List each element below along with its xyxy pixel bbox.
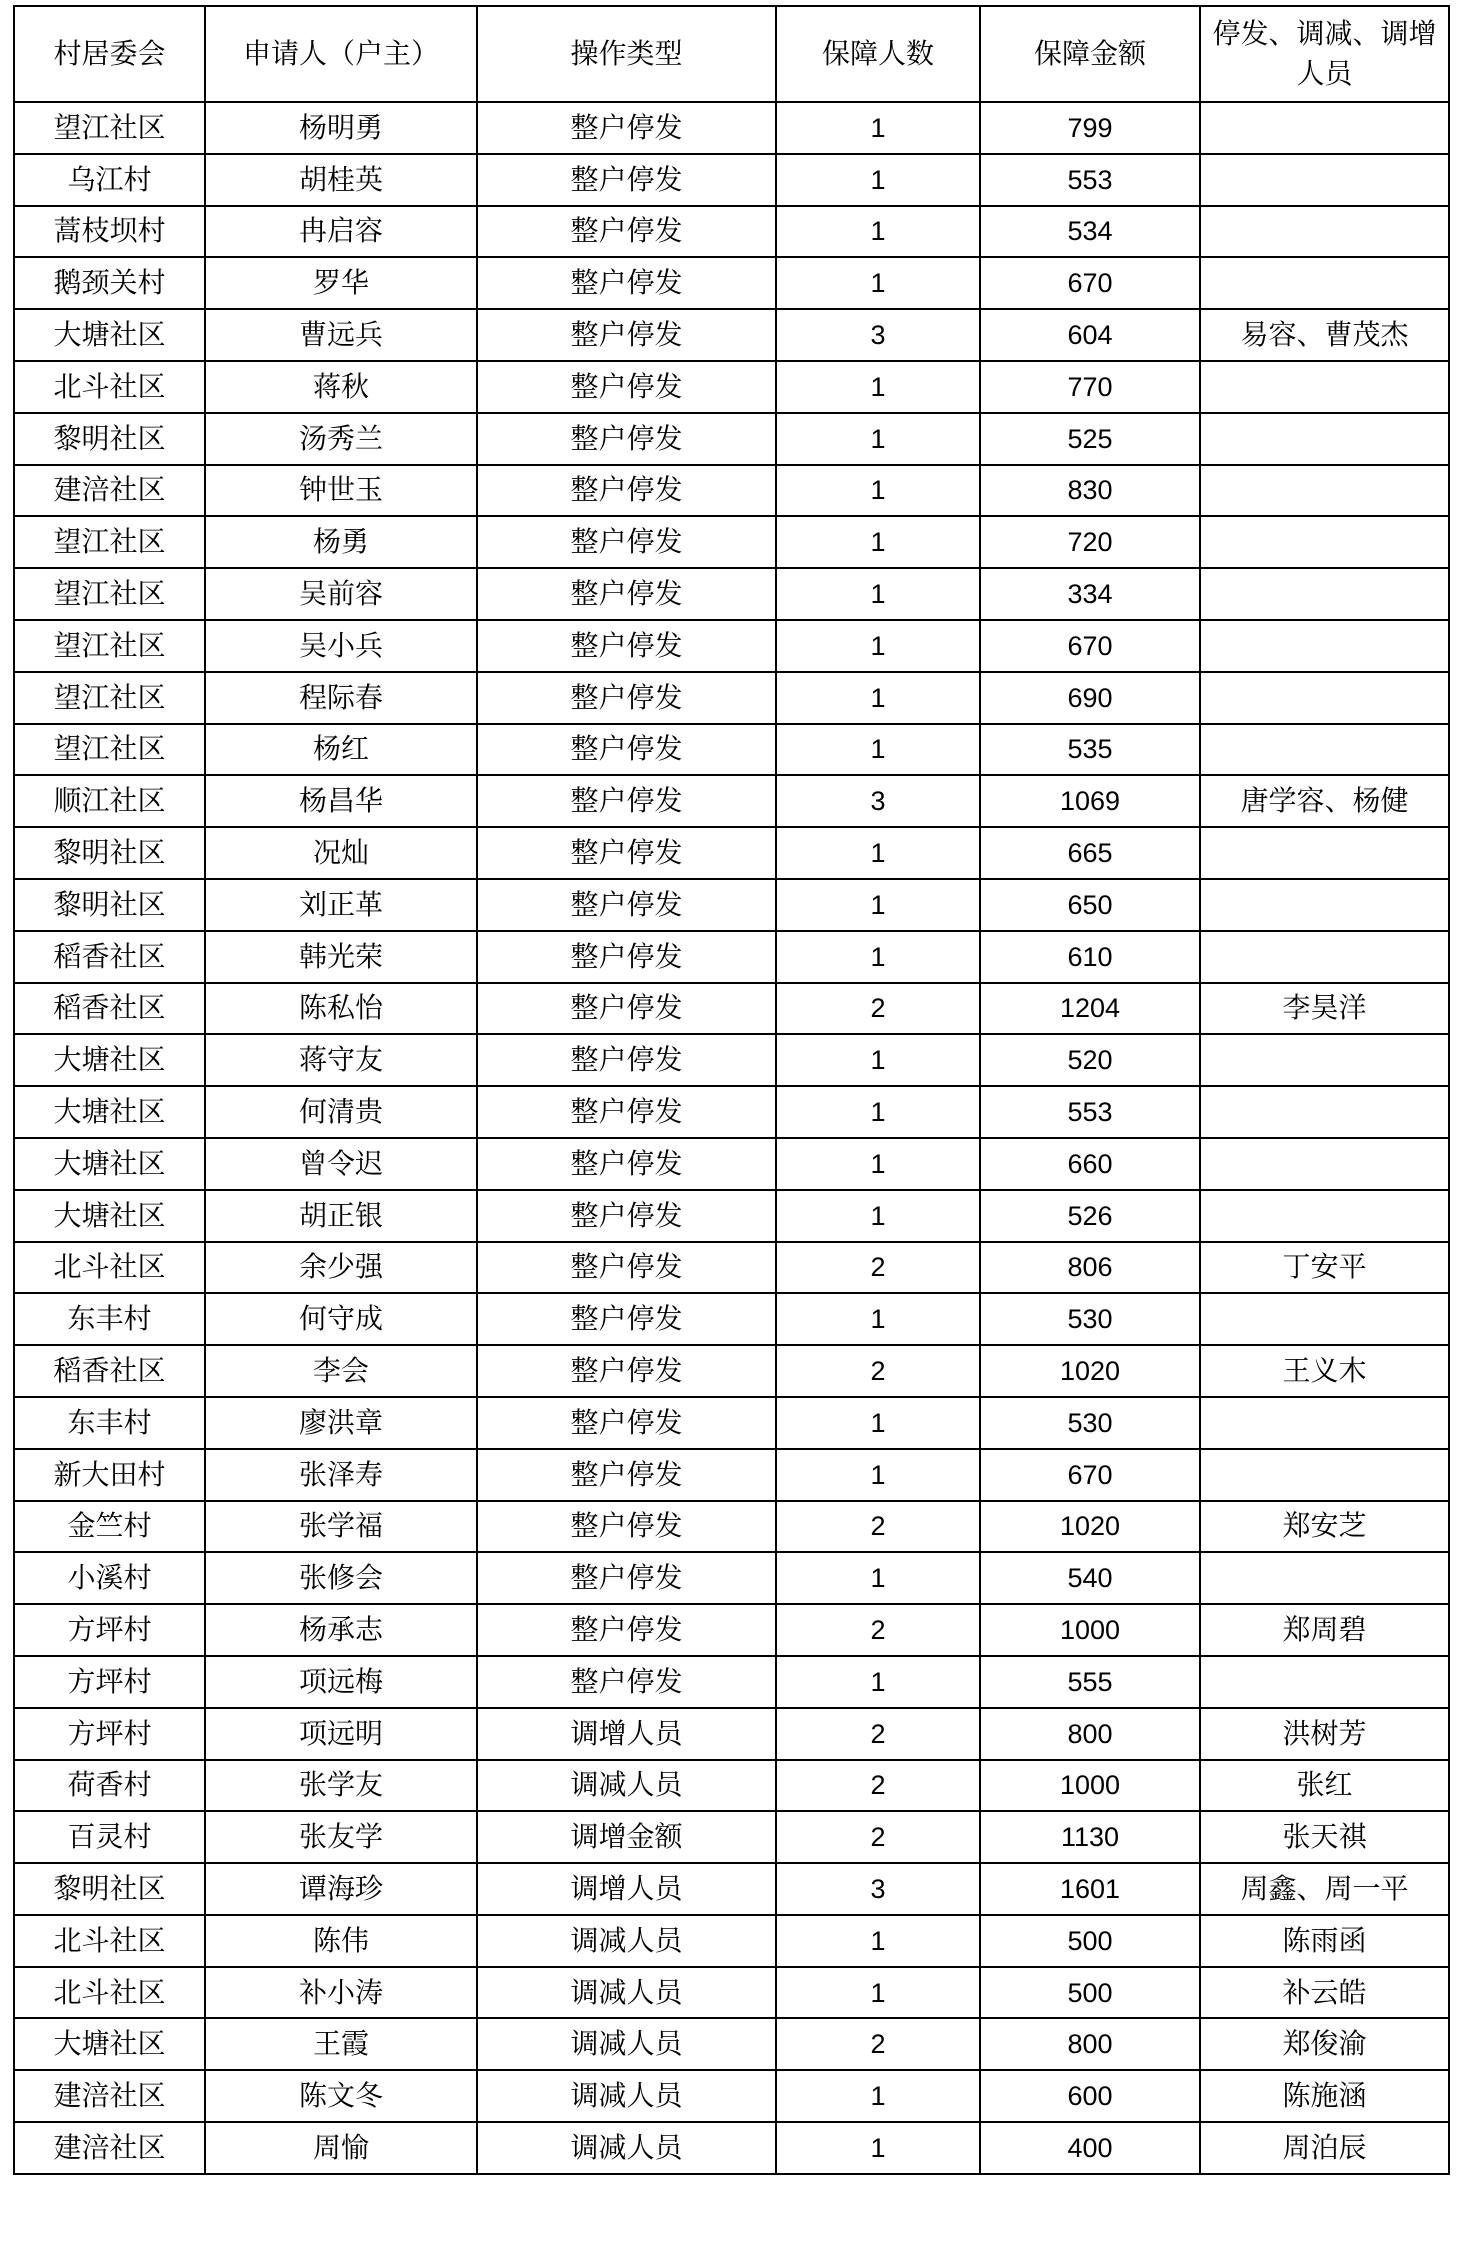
- cell-amount: 1000: [980, 1760, 1200, 1812]
- table-row: [14, 309, 1449, 361]
- cell-operation-type: 整户停发: [477, 102, 776, 154]
- cell-amount: 604: [980, 309, 1200, 361]
- table-row: [14, 2018, 1449, 2070]
- cell-operation-type: 调减人员: [477, 2122, 776, 2174]
- cell-amount: 1601: [980, 1863, 1200, 1915]
- cell-affected-persons: 易容、曹茂杰: [1200, 309, 1449, 361]
- cell-operation-type: 整户停发: [477, 879, 776, 931]
- cell-amount: 720: [980, 516, 1200, 568]
- cell-covered-persons: 1: [776, 879, 980, 931]
- cell-affected-persons: [1200, 257, 1449, 309]
- table-row: [14, 879, 1449, 931]
- cell-village-committee: 东丰村: [14, 1293, 205, 1345]
- cell-affected-persons: [1200, 724, 1449, 776]
- cell-operation-type: 调减人员: [477, 1967, 776, 2019]
- cell-covered-persons: 1: [776, 1190, 980, 1242]
- table-row: [14, 620, 1449, 672]
- cell-operation-type: 整户停发: [477, 465, 776, 517]
- cell-applicant: 陈文冬: [205, 2070, 477, 2122]
- cell-village-committee: 建涪社区: [14, 465, 205, 517]
- cell-applicant: 张学福: [205, 1501, 477, 1553]
- cell-village-committee: 东丰村: [14, 1397, 205, 1449]
- cell-applicant: 张友学: [205, 1811, 477, 1863]
- cell-village-committee: 北斗社区: [14, 1242, 205, 1294]
- table-row: [14, 465, 1449, 517]
- cell-applicant: 张泽寿: [205, 1449, 477, 1501]
- cell-amount: 530: [980, 1397, 1200, 1449]
- cell-village-committee: 荷香村: [14, 1760, 205, 1812]
- assistance-table: [13, 5, 1450, 2175]
- cell-affected-persons: 郑安芝: [1200, 1501, 1449, 1553]
- cell-operation-type: 整户停发: [477, 1034, 776, 1086]
- cell-amount: 799: [980, 102, 1200, 154]
- cell-amount: 1204: [980, 983, 1200, 1035]
- table-row: [14, 672, 1449, 724]
- cell-operation-type: 整户停发: [477, 206, 776, 258]
- cell-amount: 540: [980, 1552, 1200, 1604]
- cell-covered-persons: 1: [776, 154, 980, 206]
- cell-operation-type: 整户停发: [477, 620, 776, 672]
- cell-village-committee: 方坪村: [14, 1656, 205, 1708]
- cell-affected-persons: 王义木: [1200, 1345, 1449, 1397]
- cell-amount: 800: [980, 2018, 1200, 2070]
- table-row: [14, 361, 1449, 413]
- cell-operation-type: 整户停发: [477, 931, 776, 983]
- cell-covered-persons: 1: [776, 1397, 980, 1449]
- cell-covered-persons: 1: [776, 568, 980, 620]
- cell-applicant: 余少强: [205, 1242, 477, 1294]
- cell-covered-persons: 2: [776, 1242, 980, 1294]
- cell-applicant: 周愉: [205, 2122, 477, 2174]
- cell-applicant: 曹远兵: [205, 309, 477, 361]
- cell-applicant: 罗华: [205, 257, 477, 309]
- cell-amount: 610: [980, 931, 1200, 983]
- cell-amount: 1069: [980, 775, 1200, 827]
- cell-covered-persons: 1: [776, 931, 980, 983]
- cell-amount: 520: [980, 1034, 1200, 1086]
- cell-affected-persons: [1200, 827, 1449, 879]
- cell-operation-type: 整户停发: [477, 1345, 776, 1397]
- cell-covered-persons: 1: [776, 1915, 980, 1967]
- cell-applicant: 何清贵: [205, 1086, 477, 1138]
- cell-applicant: 王霞: [205, 2018, 477, 2070]
- cell-affected-persons: 张红: [1200, 1760, 1449, 1812]
- cell-affected-persons: 郑俊渝: [1200, 2018, 1449, 2070]
- cell-operation-type: 整户停发: [477, 1138, 776, 1190]
- cell-amount: 670: [980, 257, 1200, 309]
- cell-applicant: 补小涛: [205, 1967, 477, 2019]
- cell-affected-persons: [1200, 1552, 1449, 1604]
- cell-affected-persons: [1200, 1656, 1449, 1708]
- cell-village-committee: 北斗社区: [14, 1915, 205, 1967]
- cell-affected-persons: [1200, 879, 1449, 931]
- cell-village-committee: 稻香社区: [14, 1345, 205, 1397]
- cell-affected-persons: [1200, 568, 1449, 620]
- cell-applicant: 蒋守友: [205, 1034, 477, 1086]
- cell-affected-persons: [1200, 154, 1449, 206]
- cell-amount: 650: [980, 879, 1200, 931]
- cell-operation-type: 调减人员: [477, 2018, 776, 2070]
- cell-village-committee: 望江社区: [14, 620, 205, 672]
- cell-amount: 1000: [980, 1604, 1200, 1656]
- cell-covered-persons: 2: [776, 1811, 980, 1863]
- cell-covered-persons: 3: [776, 775, 980, 827]
- cell-operation-type: 整户停发: [477, 516, 776, 568]
- cell-affected-persons: 补云皓: [1200, 1967, 1449, 2019]
- table-row: [14, 1604, 1449, 1656]
- cell-amount: 660: [980, 1138, 1200, 1190]
- cell-affected-persons: [1200, 1086, 1449, 1138]
- cell-amount: 553: [980, 154, 1200, 206]
- cell-operation-type: 整户停发: [477, 413, 776, 465]
- cell-affected-persons: [1200, 1138, 1449, 1190]
- table-row: [14, 1656, 1449, 1708]
- cell-village-committee: 百灵村: [14, 1811, 205, 1863]
- cell-operation-type: 整户停发: [477, 1604, 776, 1656]
- table-row: [14, 1708, 1449, 1760]
- cell-operation-type: 整户停发: [477, 257, 776, 309]
- table-row: [14, 1449, 1449, 1501]
- cell-village-committee: 黎明社区: [14, 413, 205, 465]
- cell-village-committee: 大塘社区: [14, 1034, 205, 1086]
- cell-amount: 670: [980, 1449, 1200, 1501]
- cell-amount: 1130: [980, 1811, 1200, 1863]
- cell-covered-persons: 1: [776, 672, 980, 724]
- cell-village-committee: 望江社区: [14, 102, 205, 154]
- cell-amount: 806: [980, 1242, 1200, 1294]
- cell-village-committee: 北斗社区: [14, 361, 205, 413]
- cell-covered-persons: 1: [776, 413, 980, 465]
- cell-village-committee: 望江社区: [14, 724, 205, 776]
- table-row: [14, 1190, 1449, 1242]
- table-row: [14, 724, 1449, 776]
- cell-affected-persons: [1200, 620, 1449, 672]
- cell-affected-persons: [1200, 516, 1449, 568]
- cell-operation-type: 整户停发: [477, 154, 776, 206]
- table-row: [14, 1760, 1449, 1812]
- table-row: [14, 1863, 1449, 1915]
- cell-covered-persons: 3: [776, 309, 980, 361]
- cell-covered-persons: 2: [776, 1501, 980, 1553]
- cell-amount: 534: [980, 206, 1200, 258]
- cell-affected-persons: [1200, 1449, 1449, 1501]
- cell-amount: 770: [980, 361, 1200, 413]
- cell-applicant: 项远梅: [205, 1656, 477, 1708]
- cell-affected-persons: 陈雨函: [1200, 1915, 1449, 1967]
- cell-applicant: 曾令迟: [205, 1138, 477, 1190]
- cell-operation-type: 整户停发: [477, 1449, 776, 1501]
- cell-village-committee: 大塘社区: [14, 1086, 205, 1138]
- table-row: [14, 775, 1449, 827]
- cell-covered-persons: 1: [776, 620, 980, 672]
- table-row: [14, 1967, 1449, 2019]
- table-row: [14, 102, 1449, 154]
- table-row: [14, 1242, 1449, 1294]
- cell-village-committee: 稻香社区: [14, 983, 205, 1035]
- cell-operation-type: 整户停发: [477, 827, 776, 879]
- cell-affected-persons: 唐学容、杨健: [1200, 775, 1449, 827]
- cell-village-committee: 鹅颈关村: [14, 257, 205, 309]
- cell-village-committee: 小溪村: [14, 1552, 205, 1604]
- cell-village-committee: 望江社区: [14, 568, 205, 620]
- cell-village-committee: 新大田村: [14, 1449, 205, 1501]
- cell-village-committee: 黎明社区: [14, 827, 205, 879]
- table-row: [14, 257, 1449, 309]
- table-row: [14, 1915, 1449, 1967]
- table-row: [14, 1501, 1449, 1553]
- table-row: [14, 1552, 1449, 1604]
- cell-affected-persons: [1200, 1293, 1449, 1345]
- cell-applicant: 刘正革: [205, 879, 477, 931]
- cell-covered-persons: 1: [776, 1552, 980, 1604]
- cell-covered-persons: 2: [776, 983, 980, 1035]
- cell-operation-type: 整户停发: [477, 1086, 776, 1138]
- cell-covered-persons: 1: [776, 1086, 980, 1138]
- cell-applicant: 吴小兵: [205, 620, 477, 672]
- cell-operation-type: 整户停发: [477, 1552, 776, 1604]
- cell-operation-type: 调减人员: [477, 1915, 776, 1967]
- cell-operation-type: 调增人员: [477, 1708, 776, 1760]
- cell-operation-type: 整户停发: [477, 1293, 776, 1345]
- table-row: [14, 2070, 1449, 2122]
- cell-applicant: 陈伟: [205, 1915, 477, 1967]
- cell-amount: 526: [980, 1190, 1200, 1242]
- cell-affected-persons: [1200, 102, 1449, 154]
- cell-operation-type: 整户停发: [477, 983, 776, 1035]
- cell-applicant: 项远明: [205, 1708, 477, 1760]
- cell-applicant: 况灿: [205, 827, 477, 879]
- cell-affected-persons: [1200, 1034, 1449, 1086]
- header-village-committee: 村居委会: [14, 6, 205, 102]
- cell-covered-persons: 1: [776, 2070, 980, 2122]
- cell-covered-persons: 2: [776, 1604, 980, 1656]
- cell-village-committee: 顺江社区: [14, 775, 205, 827]
- table-row: [14, 1811, 1449, 1863]
- cell-covered-persons: 1: [776, 257, 980, 309]
- cell-applicant: 张修会: [205, 1552, 477, 1604]
- cell-village-committee: 建涪社区: [14, 2070, 205, 2122]
- cell-amount: 400: [980, 2122, 1200, 2174]
- cell-covered-persons: 1: [776, 1034, 980, 1086]
- cell-amount: 600: [980, 2070, 1200, 2122]
- cell-affected-persons: [1200, 465, 1449, 517]
- cell-applicant: 李会: [205, 1345, 477, 1397]
- cell-operation-type: 调减人员: [477, 2070, 776, 2122]
- cell-amount: 530: [980, 1293, 1200, 1345]
- cell-applicant: 冉启容: [205, 206, 477, 258]
- cell-applicant: 程际春: [205, 672, 477, 724]
- cell-applicant: 汤秀兰: [205, 413, 477, 465]
- cell-amount: 553: [980, 1086, 1200, 1138]
- table-row: [14, 827, 1449, 879]
- cell-operation-type: 调增金额: [477, 1811, 776, 1863]
- table-row: [14, 1086, 1449, 1138]
- cell-applicant: 谭海珍: [205, 1863, 477, 1915]
- table-row: [14, 931, 1449, 983]
- cell-operation-type: 整户停发: [477, 568, 776, 620]
- cell-amount: 334: [980, 568, 1200, 620]
- cell-covered-persons: 1: [776, 827, 980, 879]
- cell-village-committee: 望江社区: [14, 516, 205, 568]
- cell-covered-persons: 3: [776, 1863, 980, 1915]
- cell-covered-persons: 1: [776, 1656, 980, 1708]
- cell-amount: 555: [980, 1656, 1200, 1708]
- cell-operation-type: 调增人员: [477, 1863, 776, 1915]
- cell-affected-persons: [1200, 931, 1449, 983]
- cell-amount: 500: [980, 1915, 1200, 1967]
- cell-amount: 1020: [980, 1345, 1200, 1397]
- cell-village-committee: 望江社区: [14, 672, 205, 724]
- cell-amount: 1020: [980, 1501, 1200, 1553]
- cell-village-committee: 大塘社区: [14, 2018, 205, 2070]
- cell-applicant: 钟世玉: [205, 465, 477, 517]
- cell-affected-persons: [1200, 672, 1449, 724]
- cell-operation-type: 整户停发: [477, 1190, 776, 1242]
- table-row: [14, 154, 1449, 206]
- cell-covered-persons: 1: [776, 465, 980, 517]
- cell-covered-persons: 2: [776, 1760, 980, 1812]
- cell-covered-persons: 2: [776, 1708, 980, 1760]
- table-row: [14, 1293, 1449, 1345]
- table-row: [14, 568, 1449, 620]
- cell-village-committee: 乌江村: [14, 154, 205, 206]
- cell-amount: 535: [980, 724, 1200, 776]
- cell-village-committee: 稻香社区: [14, 931, 205, 983]
- cell-operation-type: 整户停发: [477, 672, 776, 724]
- cell-covered-persons: 2: [776, 2018, 980, 2070]
- cell-covered-persons: 1: [776, 1138, 980, 1190]
- cell-amount: 500: [980, 1967, 1200, 2019]
- cell-affected-persons: 李昊洋: [1200, 983, 1449, 1035]
- cell-operation-type: 整户停发: [477, 1501, 776, 1553]
- cell-amount: 525: [980, 413, 1200, 465]
- cell-operation-type: 调减人员: [477, 1760, 776, 1812]
- cell-applicant: 杨昌华: [205, 775, 477, 827]
- cell-affected-persons: [1200, 1397, 1449, 1449]
- cell-covered-persons: 1: [776, 1293, 980, 1345]
- cell-village-committee: 方坪村: [14, 1708, 205, 1760]
- cell-village-committee: 黎明社区: [14, 1863, 205, 1915]
- cell-applicant: 杨红: [205, 724, 477, 776]
- cell-operation-type: 整户停发: [477, 1656, 776, 1708]
- cell-amount: 830: [980, 465, 1200, 517]
- cell-applicant: 陈私怡: [205, 983, 477, 1035]
- cell-operation-type: 整户停发: [477, 1242, 776, 1294]
- cell-covered-persons: 1: [776, 724, 980, 776]
- cell-covered-persons: 2: [776, 1345, 980, 1397]
- table-row: [14, 2122, 1449, 2174]
- cell-village-committee: 北斗社区: [14, 1967, 205, 2019]
- cell-covered-persons: 1: [776, 516, 980, 568]
- cell-covered-persons: 1: [776, 2122, 980, 2174]
- cell-affected-persons: [1200, 206, 1449, 258]
- header-applicant: 申请人（户主）: [205, 6, 477, 102]
- table-row: [14, 1034, 1449, 1086]
- cell-covered-persons: 1: [776, 1967, 980, 2019]
- header-covered-persons: 保障人数: [776, 6, 980, 102]
- table-row: [14, 1397, 1449, 1449]
- cell-affected-persons: 洪树芳: [1200, 1708, 1449, 1760]
- cell-operation-type: 整户停发: [477, 309, 776, 361]
- cell-operation-type: 整户停发: [477, 724, 776, 776]
- cell-village-committee: 方坪村: [14, 1604, 205, 1656]
- cell-applicant: 杨明勇: [205, 102, 477, 154]
- cell-applicant: 张学友: [205, 1760, 477, 1812]
- cell-village-committee: 蒿枝坝村: [14, 206, 205, 258]
- header-affected-persons: 停发、调减、调增人员: [1200, 6, 1449, 102]
- cell-covered-persons: 1: [776, 1449, 980, 1501]
- cell-amount: 665: [980, 827, 1200, 879]
- cell-amount: 690: [980, 672, 1200, 724]
- cell-affected-persons: 陈施涵: [1200, 2070, 1449, 2122]
- cell-affected-persons: [1200, 413, 1449, 465]
- cell-affected-persons: [1200, 361, 1449, 413]
- cell-applicant: 蒋秋: [205, 361, 477, 413]
- cell-operation-type: 整户停发: [477, 361, 776, 413]
- cell-applicant: 杨承志: [205, 1604, 477, 1656]
- cell-village-committee: 大塘社区: [14, 1190, 205, 1242]
- cell-applicant: 廖洪章: [205, 1397, 477, 1449]
- cell-applicant: 杨勇: [205, 516, 477, 568]
- cell-affected-persons: 郑周碧: [1200, 1604, 1449, 1656]
- cell-village-committee: 大塘社区: [14, 1138, 205, 1190]
- table-header-row: [14, 6, 1449, 102]
- cell-operation-type: 整户停发: [477, 1397, 776, 1449]
- cell-applicant: 吴前容: [205, 568, 477, 620]
- table-row: [14, 983, 1449, 1035]
- header-amount: 保障金额: [980, 6, 1200, 102]
- cell-applicant: 韩光荣: [205, 931, 477, 983]
- table-row: [14, 1138, 1449, 1190]
- cell-affected-persons: 周鑫、周一平: [1200, 1863, 1449, 1915]
- cell-covered-persons: 1: [776, 206, 980, 258]
- cell-applicant: 胡桂英: [205, 154, 477, 206]
- table-row: [14, 516, 1449, 568]
- cell-covered-persons: 1: [776, 361, 980, 413]
- table-row: [14, 206, 1449, 258]
- cell-applicant: 何守成: [205, 1293, 477, 1345]
- document-page: [13, 5, 1448, 2175]
- cell-operation-type: 整户停发: [477, 775, 776, 827]
- cell-affected-persons: 张天祺: [1200, 1811, 1449, 1863]
- cell-covered-persons: 1: [776, 102, 980, 154]
- cell-affected-persons: 丁安平: [1200, 1242, 1449, 1294]
- cell-affected-persons: [1200, 1190, 1449, 1242]
- cell-village-committee: 黎明社区: [14, 879, 205, 931]
- cell-village-committee: 建涪社区: [14, 2122, 205, 2174]
- header-operation-type: 操作类型: [477, 6, 776, 102]
- cell-amount: 670: [980, 620, 1200, 672]
- cell-village-committee: 大塘社区: [14, 309, 205, 361]
- table-row: [14, 1345, 1449, 1397]
- cell-applicant: 胡正银: [205, 1190, 477, 1242]
- cell-amount: 800: [980, 1708, 1200, 1760]
- table-row: [14, 413, 1449, 465]
- cell-affected-persons: 周泊辰: [1200, 2122, 1449, 2174]
- cell-village-committee: 金竺村: [14, 1501, 205, 1553]
